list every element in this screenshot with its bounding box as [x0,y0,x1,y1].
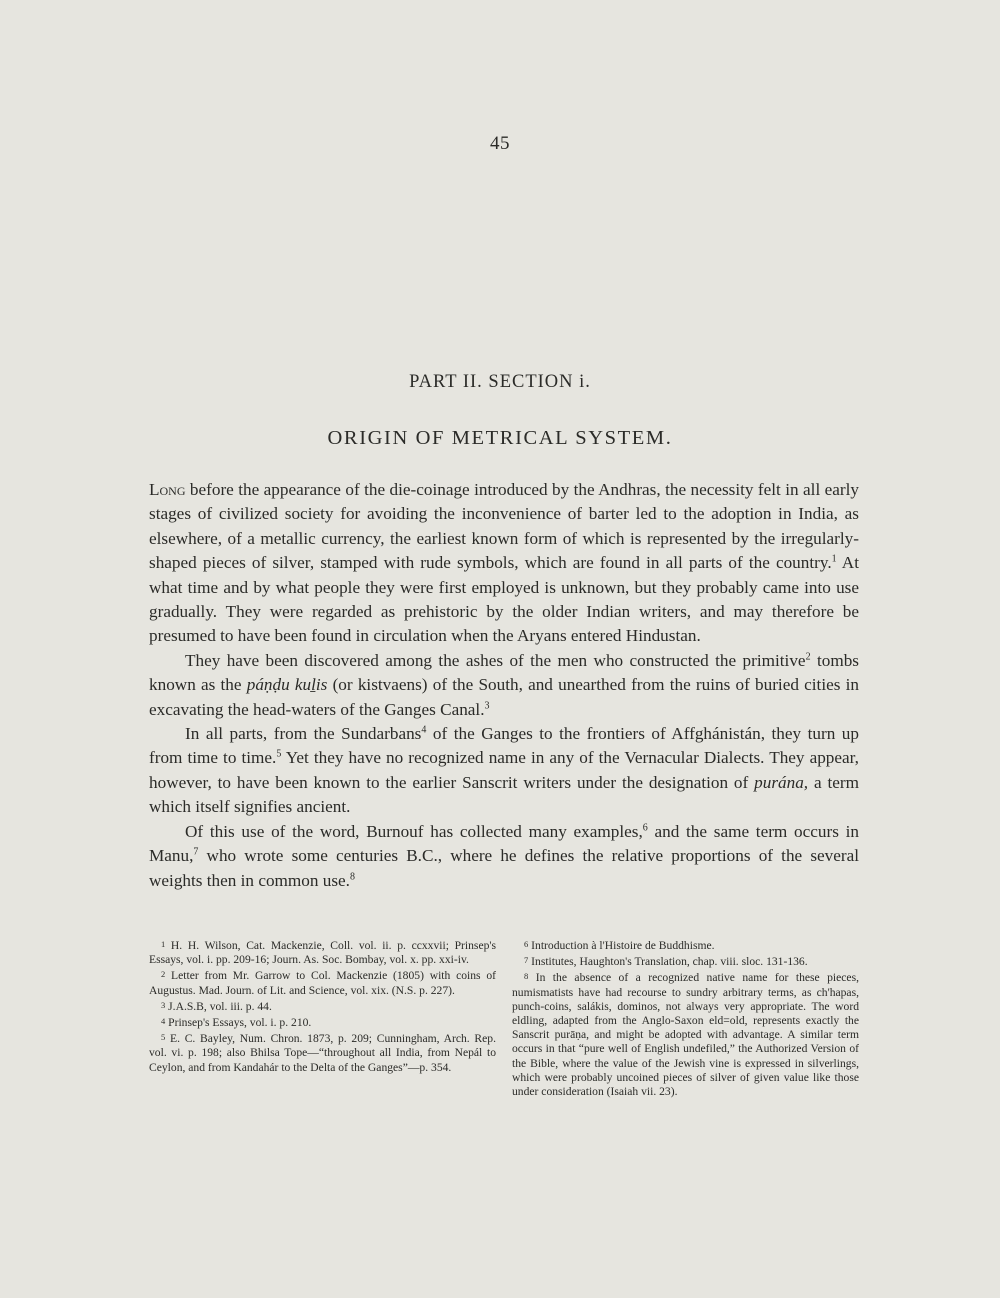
footnotes-left-column [149,937,496,1099]
paragraph-4-text-d: where he defines the relative proportions of the several weights then in common use. [149,846,859,890]
footnotes [149,937,859,1099]
page-number: 45 [490,133,510,154]
footnotes-right-column [512,937,859,1099]
footnote-ref-6: 6 [642,821,648,833]
paragraph-4-text-a: Of this use of the word, Burnouf has collected many examples, [185,821,643,841]
body-text [149,478,859,893]
footnote-ref-5: 5 [276,748,282,760]
paragraph-3 [149,722,859,820]
footnote-6: 6 Introduction à l'Histoire de Buddhisme. [524,939,715,952]
paragraph-3-text-c: Yet they have no recognized name in any of the Vernacular Dialects. They appear, however, to have been known to the earlier Sanscrit writers under the designation of [149,748,859,792]
paragraph-3-text-a: In all parts, from the Sundarbans [185,724,422,744]
paragraph-2-text-c: (or kistvaens) of the South, and unearthed from the ruins of buried cities in excavating the head-waters of the Ganges Canal. [149,675,859,719]
paragraph-2 [149,649,859,722]
footnote-1: 1 H. H. Wilson, Cat. Mackenzie, Coll. vol. ii. p. ccxxvii; Prinsep's Essays, vol. i. pp. 209-16; Journ. As. Soc. Bombay, vol. x. pp. xxi-iv. [149,939,496,967]
footnote-ref-4: 4 [421,724,427,736]
paragraph-3-text-d: a term which itself signifies ancient. [149,772,859,817]
paragraph-1 [149,478,859,649]
paragraph-4-text-b: and the same term occurs in Manu, [149,821,859,866]
paragraph-2-text-b: tombs known as the [149,650,859,695]
footnote-ref-2: 2 [805,651,811,663]
footnote-3: 3 J.A.S.B, vol. iii. p. 44. [161,999,272,1013]
paragraph-2-text-a: They have been discovered among the ashes of the men who constructed the primitive [185,650,806,670]
footnote-2: 2 Letter from Mr. Garrow to Col. Mackenzie (1805) with coins of Augustus. Mad. Journ. of Lit. and Science, vol. xix. (N.S. p. 227). [149,969,496,997]
paragraph-4-text-c: who wrote some centuries [198,846,407,866]
footnote-ref-7: 7 [193,846,199,858]
abbrev-bc: B.C., [406,846,443,866]
footnote-ref-1: 1 [831,553,837,565]
lead-word: Long [149,480,186,499]
footnote-7: 7 Institutes, Haughton's Translation, chap. viii. sloc. 131-136. [524,955,808,969]
footnote-4: 4 Prinsep's Essays, vol. i. p. 210. [161,1016,312,1030]
footnote-5: 5 E. C. Bayley, Num. Chron. 1873, p. 209; Cunningham, Arch. Rep. vol. vi. p. 198; also Bhilsa Tope—“throughout all India, from Nepál to Ceylon, and from Kandahár to the Delta of the Ganges”—p. 354. [149,1032,497,1074]
paragraph-4 [149,820,859,893]
footnote-8: 8 In the absence of a recognized native name for these pieces, numismatists have had recourse to sundry arbitrary terms, as ch'hapas, punch-coins, salákis, dominos, not always very appropriate. The word eldling, adapted from the Anglo-Saxon eld=old, represents exactly the Sanscrit purāṇa, and might be adopted with advantage. A similar term occurs in that “pure well of English undefiled,” the Authorized Version of the Bible, where the value of the Jewish vine is expressed in silverlings, which were probably uncoined pieces of silver of given value like those under consideration (Isaiah vii. 23). [512,971,859,1099]
paragraph-3-text-b: of the Ganges to the frontiers of Affghánistán, they turn up from time to time. [149,724,859,768]
footnote-ref-3: 3 [484,699,490,711]
footnote-ref-8: 8 [349,870,355,882]
term-pandu-kulis: páṇḍu kuḻis [246,675,328,695]
chapter-title: ORIGIN OF METRICAL SYSTEM. [327,427,673,449]
paragraph-1-text-a: before the appearance of the die-coinage introduced by the Andhras, the necessity felt in all early stages of civilized society for avoiding the inconvenience of barter led to the adoption in India, as elsewhere, of a metallic currency, the earliest known form of which is represented by the irregularly-shaped pieces of silver, stamped with rude symbols, which are found in all parts of the country. [149,480,859,573]
term-purana: purána, [754,772,809,792]
part-section-heading: PART II. SECTION i. [409,372,591,392]
paragraph-1-text-b: At what time and by what people they were first employed is unknown, but they probably came into use gradually. They were regarded as prehistoric by the older Indian writers, and may therefore be presumed to have been found in circulation when the Aryans entered Hindustan. [149,553,859,646]
